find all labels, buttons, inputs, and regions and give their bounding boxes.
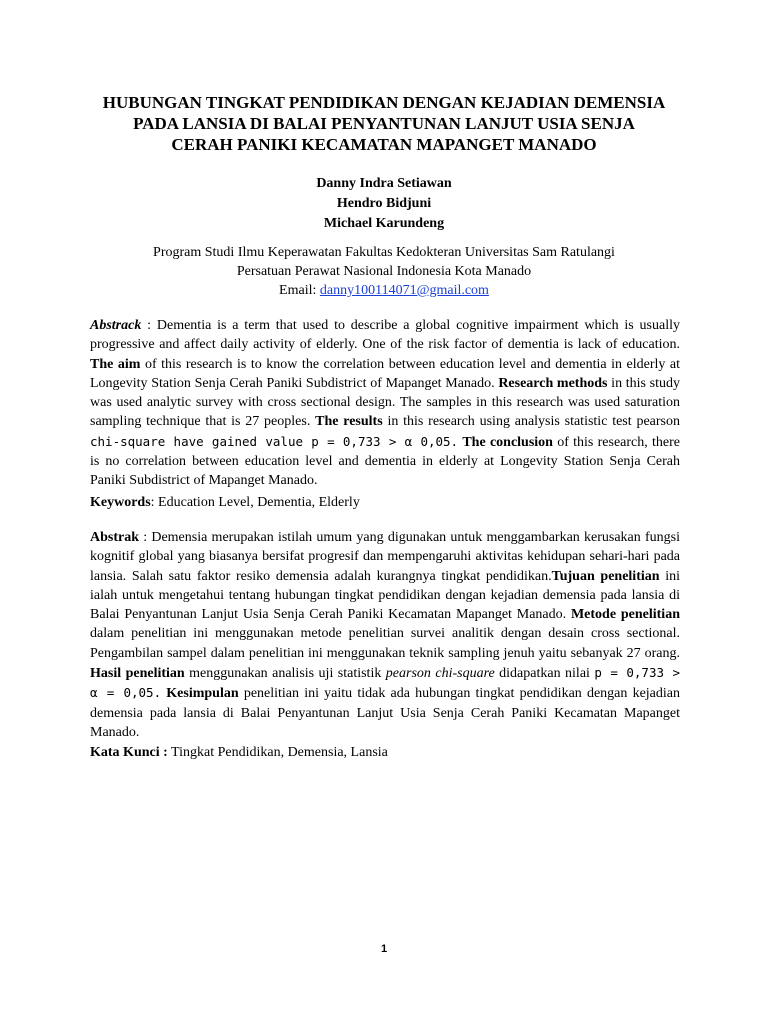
statistic-text: p = 0,733 > α = 0,05. xyxy=(90,665,680,701)
author-name: Michael Karundeng xyxy=(323,216,445,231)
author-name: Danny Indra Setiawan xyxy=(316,176,452,191)
page-number: 1 xyxy=(380,943,388,955)
aim-label: The aim xyxy=(90,356,141,372)
kata-kunci-text: Tingkat Pendidikan, Demensia, Lansia xyxy=(167,745,388,760)
abstract-text: in this study was used analytic survey with cross sectional design. The samples in this research was used saturation sampling technique that is 27 peoples. xyxy=(90,375,680,430)
abstrak-text: didapatkan nilai xyxy=(494,666,595,682)
hasil-label: Hasil penelitian xyxy=(90,666,185,682)
title-line-1: HUBUNGAN TINGKAT PENDIDIKAN DENGAN KEJADIAN DEMENSIA xyxy=(102,93,666,112)
affiliation-line-2: Persatuan Perawat Nasional Indonesia Kota Manado xyxy=(236,264,532,279)
affiliation-line-1: Program Studi Ilmu Keperawatan Fakultas Kedokteran Universitas Sam Ratulangi xyxy=(153,245,615,260)
abstrak-text: dalam penelitian ini menggunakan metode penelitian survei analitik dengan desain cross sectional. Pengambilan sampel dalam penelitian ini menggunakan teknik sampling jenuh yaitu sebanyak 27 orang. xyxy=(90,626,680,661)
abstract-english xyxy=(90,316,680,491)
keywords-english xyxy=(90,493,680,512)
method-italic: pearson chi-square xyxy=(385,666,495,682)
title-line-2: PADA LANSIA DI BALAI PENYANTUNAN LANJUT USIA SENJA xyxy=(133,114,635,133)
methods-label: Research methods xyxy=(498,375,608,391)
email-line xyxy=(60,281,708,300)
abstrak-text: ini ialah untuk mengetahui tentang hubungan tingkat pendidikan dengan kejadian demensia pada lansia di Balai Penyantunan Lanjut Usia Senja Cerah Paniki Kecamatan Mapanget Manado. xyxy=(90,568,680,623)
tujuan-label: Tujuan penelitian xyxy=(551,568,660,584)
kesimpulan-label: Kesimpulan xyxy=(166,686,239,702)
abstract-label: Abstrack xyxy=(90,318,142,333)
email-link[interactable]: danny100114071@gmail.com xyxy=(319,283,489,298)
author-name: Hendro Bidjuni xyxy=(336,196,432,211)
abstract-text: of this research, there is no correlation between education level and dementia in elderly at Longevity Station Senja Cerah Paniki Subdistrict of Mapanget Manado. xyxy=(90,434,681,489)
paper-title xyxy=(60,92,708,155)
abstrak-text: : Demensia merupakan istilah umum yang digunakan untuk menggambarkan kerusakan fungsi kognitif global yang biasanya bersifat progresif dan mempengaruhi aktivitas kehidupan sehari-hari pada lansia. Salah satu faktor resiko demensia adalah kurangnya tingkat pendidikan. xyxy=(90,530,680,584)
metode-label: Metode penelitian xyxy=(570,607,680,623)
author-list xyxy=(60,174,708,234)
kata-kunci-label: Kata Kunci : xyxy=(90,745,168,760)
conclusion-label: The conclusion xyxy=(462,434,553,450)
keywords-label: Keywords xyxy=(90,495,151,510)
results-label: The results xyxy=(315,414,383,430)
abstract-separator: : xyxy=(141,318,157,333)
abstract-text: of this research is to know the correlation between education level and dementia in elderly at Longevity Station Senja Cerah Paniki Subdistrict of Mapanget Manado. xyxy=(90,356,681,391)
keywords-text: : Education Level, Dementia, Elderly xyxy=(150,495,360,510)
abstract-indonesian xyxy=(90,528,680,742)
abstrak-text: penelitian ini yaitu tidak ada hubungan tingkat pendidikan dengan kejadian demensia pada lansia di Balai Penyantunan Lanjut Usia Senja Cerah Paniki Kecamatan Mapanget Manado. xyxy=(90,686,681,740)
abstrak-text: menggunakan analisis uji statistik xyxy=(184,666,386,682)
abstrak-label: Abstrak xyxy=(90,530,140,545)
title-line-3: CERAH PANIKI KECAMATAN MAPANGET MANADO xyxy=(171,135,597,154)
affiliation xyxy=(60,243,708,300)
email-label: Email: xyxy=(279,283,320,298)
abstract-text: Dementia is a term that used to describe a global cognitive impairment which is usually progressive and affect daily activity of elderly. One of the risk factor of dementia is lack of education. xyxy=(90,318,680,353)
keywords-indonesian xyxy=(90,743,680,762)
statistic-text: chi-square have gained value p = 0,733 > α 0,05. xyxy=(90,433,459,449)
abstract-text: in this research using analysis statistic test pearson xyxy=(382,414,680,430)
